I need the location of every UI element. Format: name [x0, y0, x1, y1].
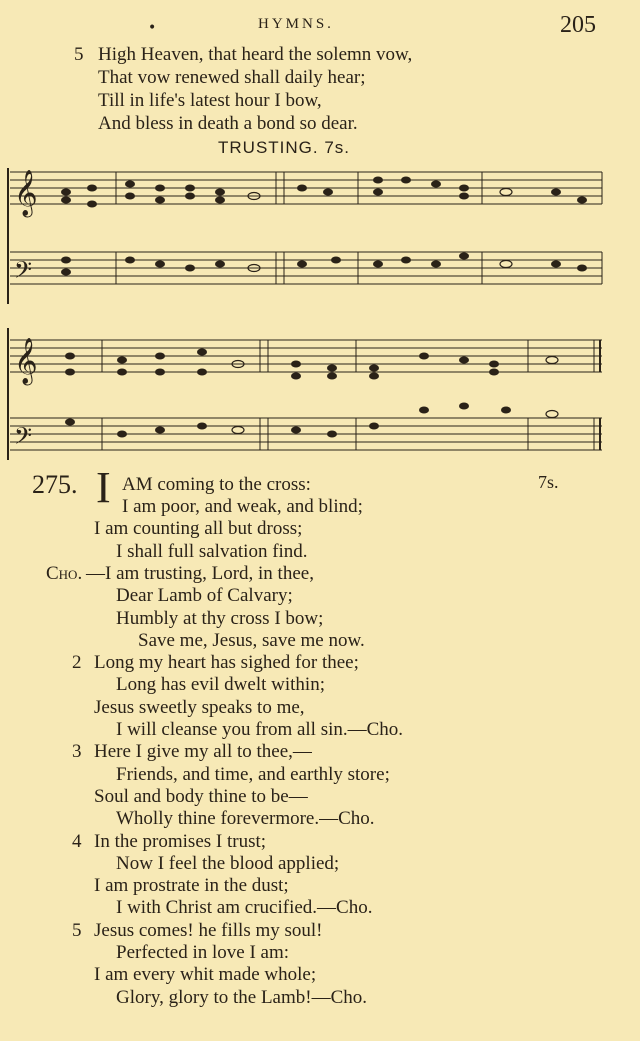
hymn-first-line: AM coming to the cross: [122, 474, 311, 495]
tune-title [218, 138, 350, 158]
stanza-line: And bless in death a bond so dear. [98, 113, 358, 134]
svg-text:𝄢: 𝄢 [14, 256, 33, 289]
page-header [0, 14, 640, 44]
hymn-line-text: Friends, and time, and earthly store; [116, 763, 390, 785]
hymn-line-text: Perfected in love I am: [116, 942, 290, 963]
hymn-line-text: In the promises I trust; [94, 830, 267, 852]
stanza-line: Till in life's latest hour I bow, [98, 90, 322, 111]
music-staff-system-2 [6, 318, 606, 464]
hymn-line-text: Here I give my all to thee,— [94, 741, 312, 763]
svg-text:𝄢: 𝄢 [14, 422, 33, 455]
hymn-number: 275. [32, 470, 78, 499]
stanza-number: 5 [74, 44, 84, 65]
hymn-line-text: Long my heart has sighed for thee; [94, 652, 359, 674]
tune-meter: 7s. [324, 138, 351, 157]
tune-name: TRUSTING. [218, 138, 319, 157]
hymn-line-text: Soul and body thine to be— [94, 785, 308, 807]
verse-number: 3 [72, 741, 82, 763]
verse-number: Cho. [46, 562, 83, 584]
header-dot: • [148, 20, 157, 36]
hymn-line-text: Long has evil dwelt within; [116, 674, 325, 696]
hymn-line-text: Glory, glory to the Lamb!—Cho. [116, 986, 368, 1008]
verse-number: 5 [72, 919, 82, 941]
hymn-line-text: Humbly at thy cross I bow; [116, 607, 324, 629]
hymn-line-text: Save me, Jesus, save me now. [138, 629, 365, 651]
hymn-line-text: Dear Lamb of Calvary; [116, 585, 293, 607]
hymn-line-text: I am poor, and weak, and blind; [122, 496, 363, 517]
hymn-line-text: I shall full salvation find. [116, 540, 308, 562]
hymn-line-text: I am counting all but dross; [94, 518, 303, 540]
running-title: HYMNS. [258, 16, 334, 32]
hymn-line-text: I with Christ am crucified.—Cho. [116, 897, 373, 919]
hymn-line-text: I am every whit made whole; [94, 964, 317, 986]
hymn-line-text: Jesus sweetly speaks to me, [94, 696, 305, 718]
verse-number: 4 [72, 830, 82, 852]
hymn-line-text: I am prostrate in the dust; [94, 875, 289, 897]
stanza-text: High Heaven, that heard the solemn vow, [98, 44, 413, 65]
svg-text:𝄞: 𝄞 [14, 170, 38, 216]
hymn-meter: 7s. [538, 472, 559, 492]
svg-text:𝄞: 𝄞 [14, 338, 38, 384]
music-staff-system-1 [6, 164, 606, 310]
hymn-line-text: Wholly thine forevermore.—Cho. [116, 808, 375, 830]
hymn-line-text: Now I feel the blood applied; [116, 852, 340, 874]
hymn-line-text: Jesus comes! he fills my soul! [94, 919, 323, 941]
verse-number: 2 [72, 652, 82, 674]
stanza-line [74, 44, 412, 66]
hymn-line-text: I will cleanse you from all sin.—Cho. [116, 719, 404, 740]
hymn-line-text: —I am trusting, Lord, in thee, [86, 562, 314, 584]
drop-cap: I [96, 463, 111, 512]
page-number: 205 [560, 12, 596, 38]
stanza-line: That vow renewed shall daily hear; [98, 67, 366, 88]
